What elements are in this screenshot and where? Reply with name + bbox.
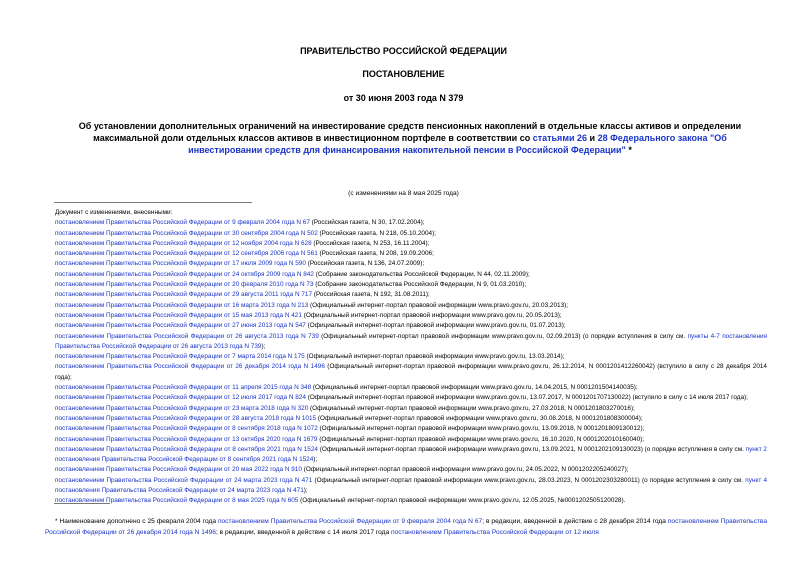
list-item (55, 414, 767, 424)
footnote-link-1[interactable]: постановлением Правительства Российской Федерации от 9 февраля 2004 года N 67 (217, 518, 483, 525)
list-item (55, 239, 767, 249)
amendment-link[interactable]: постановлением Правительства Российской Федерации от 24 октября 2009 года N 842 (55, 270, 314, 278)
amendment-source: (Российская газета, N 218, 05.10.2004); (317, 229, 436, 237)
amendment-source: (Официальный интернет-портал правовой информации www.pravo.gov.ru, 02.09.2013) (о порядке вступления в силу см. (318, 332, 688, 340)
amendment-link[interactable]: постановлением Правительства Российской Федерации от 23 марта 2018 года N 320 (55, 404, 309, 412)
divider (54, 202, 252, 203)
footnote-divider (54, 503, 110, 504)
amendment-link[interactable]: постановлением Правительства Российской Федерации от 26 августа 2013 года N 739 (55, 332, 319, 340)
amendment-source: (Официальный интернет-портал правовой информации www.pravo.gov.ru, 13.09.2018, N 0001201809130012); (317, 425, 645, 433)
amendment-link[interactable]: постановлением Правительства Российской Федерации от 30 сентября 2004 года N 502 (55, 229, 318, 237)
edition-note: (с изменениями на 8 мая 2025 года) (348, 190, 459, 197)
amendment-link[interactable]: постановлением Правительства Российской Федерации от 24 марта 2023 года N 471 (55, 476, 313, 484)
list-item (55, 445, 767, 466)
amendment-source: (Официальный интернет-портал правовой информации www.pravo.gov.ru, 26.12.2014, N 0001201412260042) (вступило в силу с 28 декабря 2014 года); (55, 363, 767, 381)
amendment-link[interactable]: постановлением Правительства Российской Федерации от 13 октября 2020 года N 1679 (55, 435, 318, 443)
list-item (55, 301, 767, 311)
list-item (55, 218, 767, 228)
amendment-link[interactable]: постановлением Правительства Российской Федерации от 9 февраля 2004 года N 67 (55, 219, 310, 227)
changes-list (55, 208, 767, 507)
amendment-source: (Официальный интернет-портал правовой информации www.pravo.gov.ru, 01.07.2013); (305, 322, 566, 330)
footnote-link-3[interactable]: постановлением Правительства Российской Федерации от 12 июля (390, 528, 599, 536)
amendment-link[interactable]: постановлением Правительства Российской Федерации от 7 марта 2014 года N 175 (55, 353, 305, 361)
entry-into-force-link[interactable]: пункты 4-7 постановления Правительства Российской Федерации от 26 августа 2013 года N 739 (55, 332, 767, 350)
list-item (55, 259, 767, 269)
amendment-source: (Официальный интернет-портал правовой информации www.pravo.gov.ru, 30.08.2018, N 0001201808300004); (316, 414, 643, 422)
issuer-heading: ПРАВИТЕЛЬСТВО РОССИЙСКОЙ ФЕДЕРАЦИИ (300, 46, 507, 56)
amendment-link[interactable]: постановлением Правительства Российской Федерации от 12 июля 2017 года N 824 (55, 394, 306, 402)
list-item (55, 424, 767, 434)
document-title: Об установлении дополнительных ограничений на инвестирование средств пенсионных накоплений в отдельные классы активов и определении максимальной доли отдельных классов активов в инвестиционном портфеле в соответствии со статьями 26 и 28 Федерального закона "Об инвестировании средств для финансирования накопительной пенсии в Российской Федерации" * (78, 121, 742, 155)
amendment-link[interactable]: постановлением Правительства Российской Федерации от 11 апреля 2015 года N 348 (55, 384, 312, 392)
list-item (55, 435, 767, 445)
amendment-source: (Российская газета, N 253, 16.11.2004); (311, 239, 430, 247)
list-item (55, 362, 767, 383)
amendment-link[interactable]: постановлением Правительства Российской Федерации от 17 июля 2009 года N 590 (55, 260, 306, 268)
amendment-source-end: ); (261, 342, 266, 350)
footnote: * Наименование дополнено с 25 февраля 2004 года постановлением Правительства Российской Федерации от 9 февраля 2004 года N 67; в редакции, введенной в действие с 28 декабря 2014 года постановлением Правительства Российской Федерации от 26 декабря 2014 года N 1496; в редакции, введенной в действие с 14 июля 2017 года постановлением Правительства Российской Федерации от 12 июля (45, 518, 767, 536)
amendment-link[interactable]: постановлением Правительства Российской Федерации от 8 сентября 2021 года N 1524 (55, 445, 318, 453)
list-item (55, 249, 767, 259)
amendment-source: (Официальный интернет-портал правовой информации www.pravo.gov.ru, 28.03.2023, N 0001202303280011) (о порядке вступления в силу см. (312, 476, 746, 484)
document-date-number: от 30 июня 2003 года N 379 (343, 93, 464, 103)
amendment-link[interactable]: постановлением Правительства Российской Федерации от 20 мая 2022 года N 910 (55, 466, 302, 474)
amendment-source-end: ); (303, 487, 308, 495)
list-item (55, 321, 767, 331)
amendment-source-end: ); (313, 456, 318, 464)
amendment-source: (Официальный интернет-портал правовой информации www.pravo.gov.ru, 13.07.2017, N 0001201707130022) (вступило в силу с 14 июля 2017 года); (305, 394, 748, 402)
list-item (55, 465, 767, 475)
list-item (55, 311, 767, 321)
link-article-28-law[interactable]: 28 Федерального закона "Об инвестировании средств для финансирования накопительной пенсии в Российской Федерации" (188, 133, 727, 155)
amendment-link[interactable]: постановлением Правительства Российской Федерации от 8 сентября 2018 года N 1072 (55, 425, 318, 433)
entry-into-force-link[interactable]: пункт 2 постановления Правительства Российской Федерации от 8 сентября 2021 года N 1524 (55, 445, 767, 464)
amendment-link[interactable]: постановлением Правительства Российской Федерации от 26 декабря 2014 года N 1496 (55, 363, 325, 371)
footnote-mark: * (625, 145, 632, 155)
link-article-26[interactable]: статьями 26 (532, 133, 588, 143)
amendment-source: (Российская газета, N 30, 17.02.2004); (309, 219, 425, 227)
amendment-link[interactable]: постановлением Правительства Российской Федерации от 15 мая 2013 года N 421 (55, 311, 302, 319)
amendment-link[interactable]: постановлением Правительства Российской Федерации от 20 февраля 2010 года N 73 (55, 281, 314, 289)
amendment-link[interactable]: постановлением Правительства Российской Федерации от 29 августа 2011 года N 717 (55, 291, 313, 299)
amendment-source: (Официальный интернет-портал правовой информации www.pravo.gov.ru, 13.03.2014); (304, 353, 565, 361)
changes-intro: Документ с изменениями, внесенными: (55, 209, 173, 216)
amendment-source: (Российская газета, N 208, 19.09.2006; (317, 250, 434, 258)
list-item (55, 229, 767, 239)
amendment-source: (Официальный интернет-портал правовой информации www.pravo.gov.ru, 27.03.2018, N 0001201803270016); (308, 404, 635, 412)
amendment-link[interactable]: постановлением Правительства Российской Федерации от 12 сентября 2006 года N 561 (55, 250, 318, 258)
list-item (55, 332, 767, 353)
amendment-source: (Собрание законодательства Российской Федерации, N 44, 02.11.2009); (313, 270, 530, 278)
amendment-source: (Собрание законодательства Российской Федерации, N 9, 01.03.2010); (313, 281, 527, 289)
list-item (55, 476, 767, 497)
list-item (55, 496, 767, 506)
amendment-link[interactable]: постановлением Правительства Российской Федерации от 12 ноября 2004 года N 628 (55, 239, 312, 247)
footnote-link-2[interactable]: постановлением Правительства Российской Федерации от 26 декабря 2014 года N 1496 (45, 518, 767, 536)
list-item (55, 280, 767, 290)
amendment-source: (Официальный интернет-портал правовой информации www.pravo.gov.ru, 16.10.2020, N 0001202010160040); (317, 435, 645, 443)
amendment-link[interactable]: постановлением Правительства Российской Федерации от 8 мая 2025 года N 605 (55, 497, 299, 505)
entry-into-force-link[interactable]: пункт 4 постановления Правительства Российской Федерации от 24 марта 2023 года N 471 (55, 476, 767, 495)
list-item (55, 393, 767, 403)
changes-items (55, 218, 767, 506)
amendment-source: (Официальный интернет-портал правовой информации www.pravo.gov.ru, 24.05.2022, N 0001202205240027); (301, 466, 629, 474)
amendment-source: (Официальный интернет-портал правовой информации www.pravo.gov.ru, 14.04.2015, N 0001201504140035); (311, 384, 638, 392)
list-item (55, 270, 767, 280)
amendment-link[interactable]: постановлением Правительства Российской Федерации от 27 июня 2013 года N 547 (55, 322, 306, 330)
list-item (55, 290, 767, 300)
amendment-link[interactable]: постановлением Правительства Российской Федерации от 28 августа 2018 года N 1015 (55, 414, 317, 422)
document-type: ПОСТАНОВЛЕНИЕ (362, 69, 445, 79)
amendment-source: (Российская газета, N 136, 24.07.2009); (305, 260, 425, 268)
list-item (55, 383, 767, 393)
amendment-source: (Официальный интернет-портал правовой информации www.pravo.gov.ru, 12.05.2025, №0001202505120028). (298, 497, 626, 505)
amendment-source: (Официальный интернет-портал правовой информации www.pravo.gov.ru, 20.05.2013); (301, 311, 562, 319)
list-item (55, 404, 767, 414)
amendment-link[interactable]: постановлением Правительства Российской Федерации от 16 марта 2013 года N 213 (55, 301, 309, 309)
amendment-source: (Официальный интернет-портал правовой информации www.pravo.gov.ru, 13.09.2021, N 0001202109130023) (о порядке вступления в силу см. (317, 445, 746, 453)
amendment-source: (Российская газета, N 192, 31.08.2011); (312, 291, 430, 299)
list-item (55, 352, 767, 362)
amendment-source: (Официальный интернет-портал правовой информации www.pravo.gov.ru, 20.03.2013); (308, 301, 569, 309)
